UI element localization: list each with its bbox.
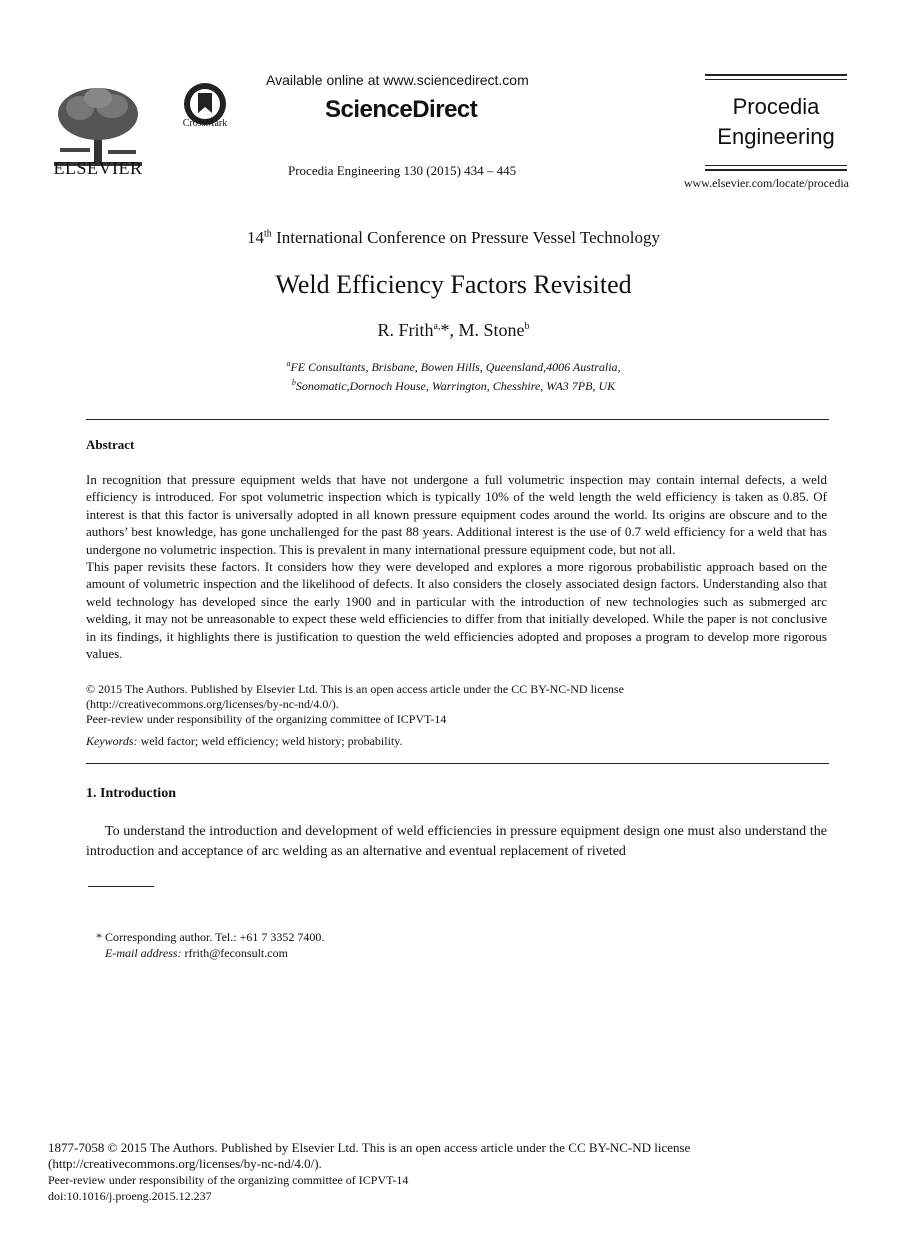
affiliations — [0, 356, 907, 394]
conference-number: 14 — [247, 228, 265, 247]
journal-name-line1: Procedia — [732, 94, 820, 119]
author-affiliation-mark: a, — [433, 321, 441, 332]
footer-license-link[interactable]: (http://creativecommons.org/licenses/by-nc-nd/4.0/). — [48, 1156, 322, 1171]
journal-box-rule — [705, 74, 847, 76]
crossmark-label: CrossMark — [182, 118, 228, 129]
journal-reference: Procedia Engineering 130 (2015) 434 – 445 — [288, 163, 517, 178]
email-label: E-mail address: — [105, 946, 182, 960]
abstract-heading: Abstract — [86, 437, 135, 452]
affiliation-text: FE Consultants, Brisbane, Bowen Hills, Queensland,4006 Australia, — [290, 360, 621, 374]
footer-copyright: 1877-7058 © 2015 The Authors. Published by Elsevier Ltd. This is an open access article under the CC BY-NC-ND license — [48, 1140, 691, 1155]
email-line — [96, 945, 324, 961]
journal-box-rule — [705, 165, 847, 166]
paper-title: Weld Efficiency Factors Revisited — [275, 270, 632, 299]
affiliation-a — [0, 356, 907, 375]
keywords-label: Keywords: — [86, 734, 138, 748]
conference-ordinal: th — [264, 228, 272, 240]
journal-name — [705, 92, 847, 152]
available-online-text: Available online at www.sciencedirect.com — [266, 72, 529, 88]
peer-review-note: Peer-review under responsibility of the organizing committee of ICPVT-14 — [86, 712, 447, 726]
footnote-divider — [88, 886, 154, 887]
affiliation-b — [0, 375, 907, 394]
email-address[interactable]: rfrith@feconsult.com — [181, 946, 288, 960]
author-name: R. Frith — [377, 320, 434, 340]
page-footer — [48, 1140, 838, 1204]
affiliation-text: Sonomatic,Dornoch House, Warrington, Chesshire, WA3 7PB, UK — [295, 379, 616, 393]
journal-name-line2: Engineering — [717, 124, 835, 149]
copyright-line: © 2015 The Authors. Published by Elsevier Ltd. This is an open access article under the CC BY-NC-ND license — [86, 682, 624, 696]
author-list — [0, 320, 907, 341]
conference-name: International Conference on Pressure Vessel Technology — [276, 228, 660, 247]
abstract-paragraph: This paper revisits these factors. It considers how they were developed and explores a more rigorous probabilistic approach based on the amount of volumetric inspection and the likelihood of defects. It also considers the closely associated design factors. Understanding also that weld technology has developed since the early 1900 and in particular with the introduction of new technologies such as submerged arc welding, it may not be unreasonable to expect these weld efficiencies to differ from that initially developed. While the paper is not conclusive in its findings, it highlights there is justification to question the weld efficiencies adopted and proposes a program to develop more rigorous values. — [86, 559, 827, 662]
author-separator: , — [449, 320, 459, 340]
corresponding-author-note: * Corresponding author. Tel.: +61 7 3352 7400. — [96, 930, 325, 944]
section-body: To understand the introduction and development of weld efficiencies in pressure equipment design one must also understand the introduction and acceptance of arc welding as an alternative and eventual replacement of riveted — [86, 824, 827, 859]
footnote — [96, 929, 324, 961]
journal-box-rule — [705, 169, 847, 171]
author-name: M. Stone — [458, 320, 525, 340]
abstract-body — [86, 471, 827, 662]
journal-url-link[interactable]: www.elsevier.com/locate/procedia — [683, 176, 849, 190]
keywords — [86, 734, 402, 749]
publisher-name: ELSEVIER — [53, 158, 143, 178]
keywords-list: weld factor; weld efficiency; weld history; probability. — [137, 734, 403, 748]
license-link[interactable]: (http://creativecommons.org/licenses/by-nc-nd/4.0/). — [86, 697, 339, 711]
divider — [86, 419, 829, 420]
author-affiliation-mark: b — [524, 321, 530, 332]
section-heading: 1. Introduction — [86, 786, 176, 801]
corresponding-mark: * — [440, 320, 450, 340]
footer-peer-review: Peer-review under responsibility of the organizing committee of ICPVT-14 — [48, 1173, 409, 1187]
copyright-notice — [86, 682, 827, 727]
footer-doi[interactable]: doi:10.1016/j.proeng.2015.12.237 — [48, 1189, 212, 1203]
affiliation-mark: b — [291, 378, 296, 387]
divider — [86, 763, 829, 764]
abstract-paragraph: In recognition that pressure equipment welds that have not undergone a full volumetric inspection may contain internal defects, a weld efficiency is introduced. For spot volumetric inspection which is typically 10% of the weld length the weld efficiency is taken as 0.85. Of interest is that this factor is universally adopted in all known pressure equipment codes around the world. Its origins are obscure and to the authors’ best knowledge, has gone unchallenged for the past 88 years. Additional interest is the use of 0.7 weld efficiency for a weld that has undergone no volumetric inspection. This is prevalent in many international pressure equipment code, but not all. — [86, 472, 827, 557]
journal-box-rule — [705, 79, 847, 80]
sciencedirect-logo: ScienceDirect — [325, 96, 478, 123]
conference-title — [0, 228, 907, 248]
affiliation-mark: a — [286, 359, 291, 368]
